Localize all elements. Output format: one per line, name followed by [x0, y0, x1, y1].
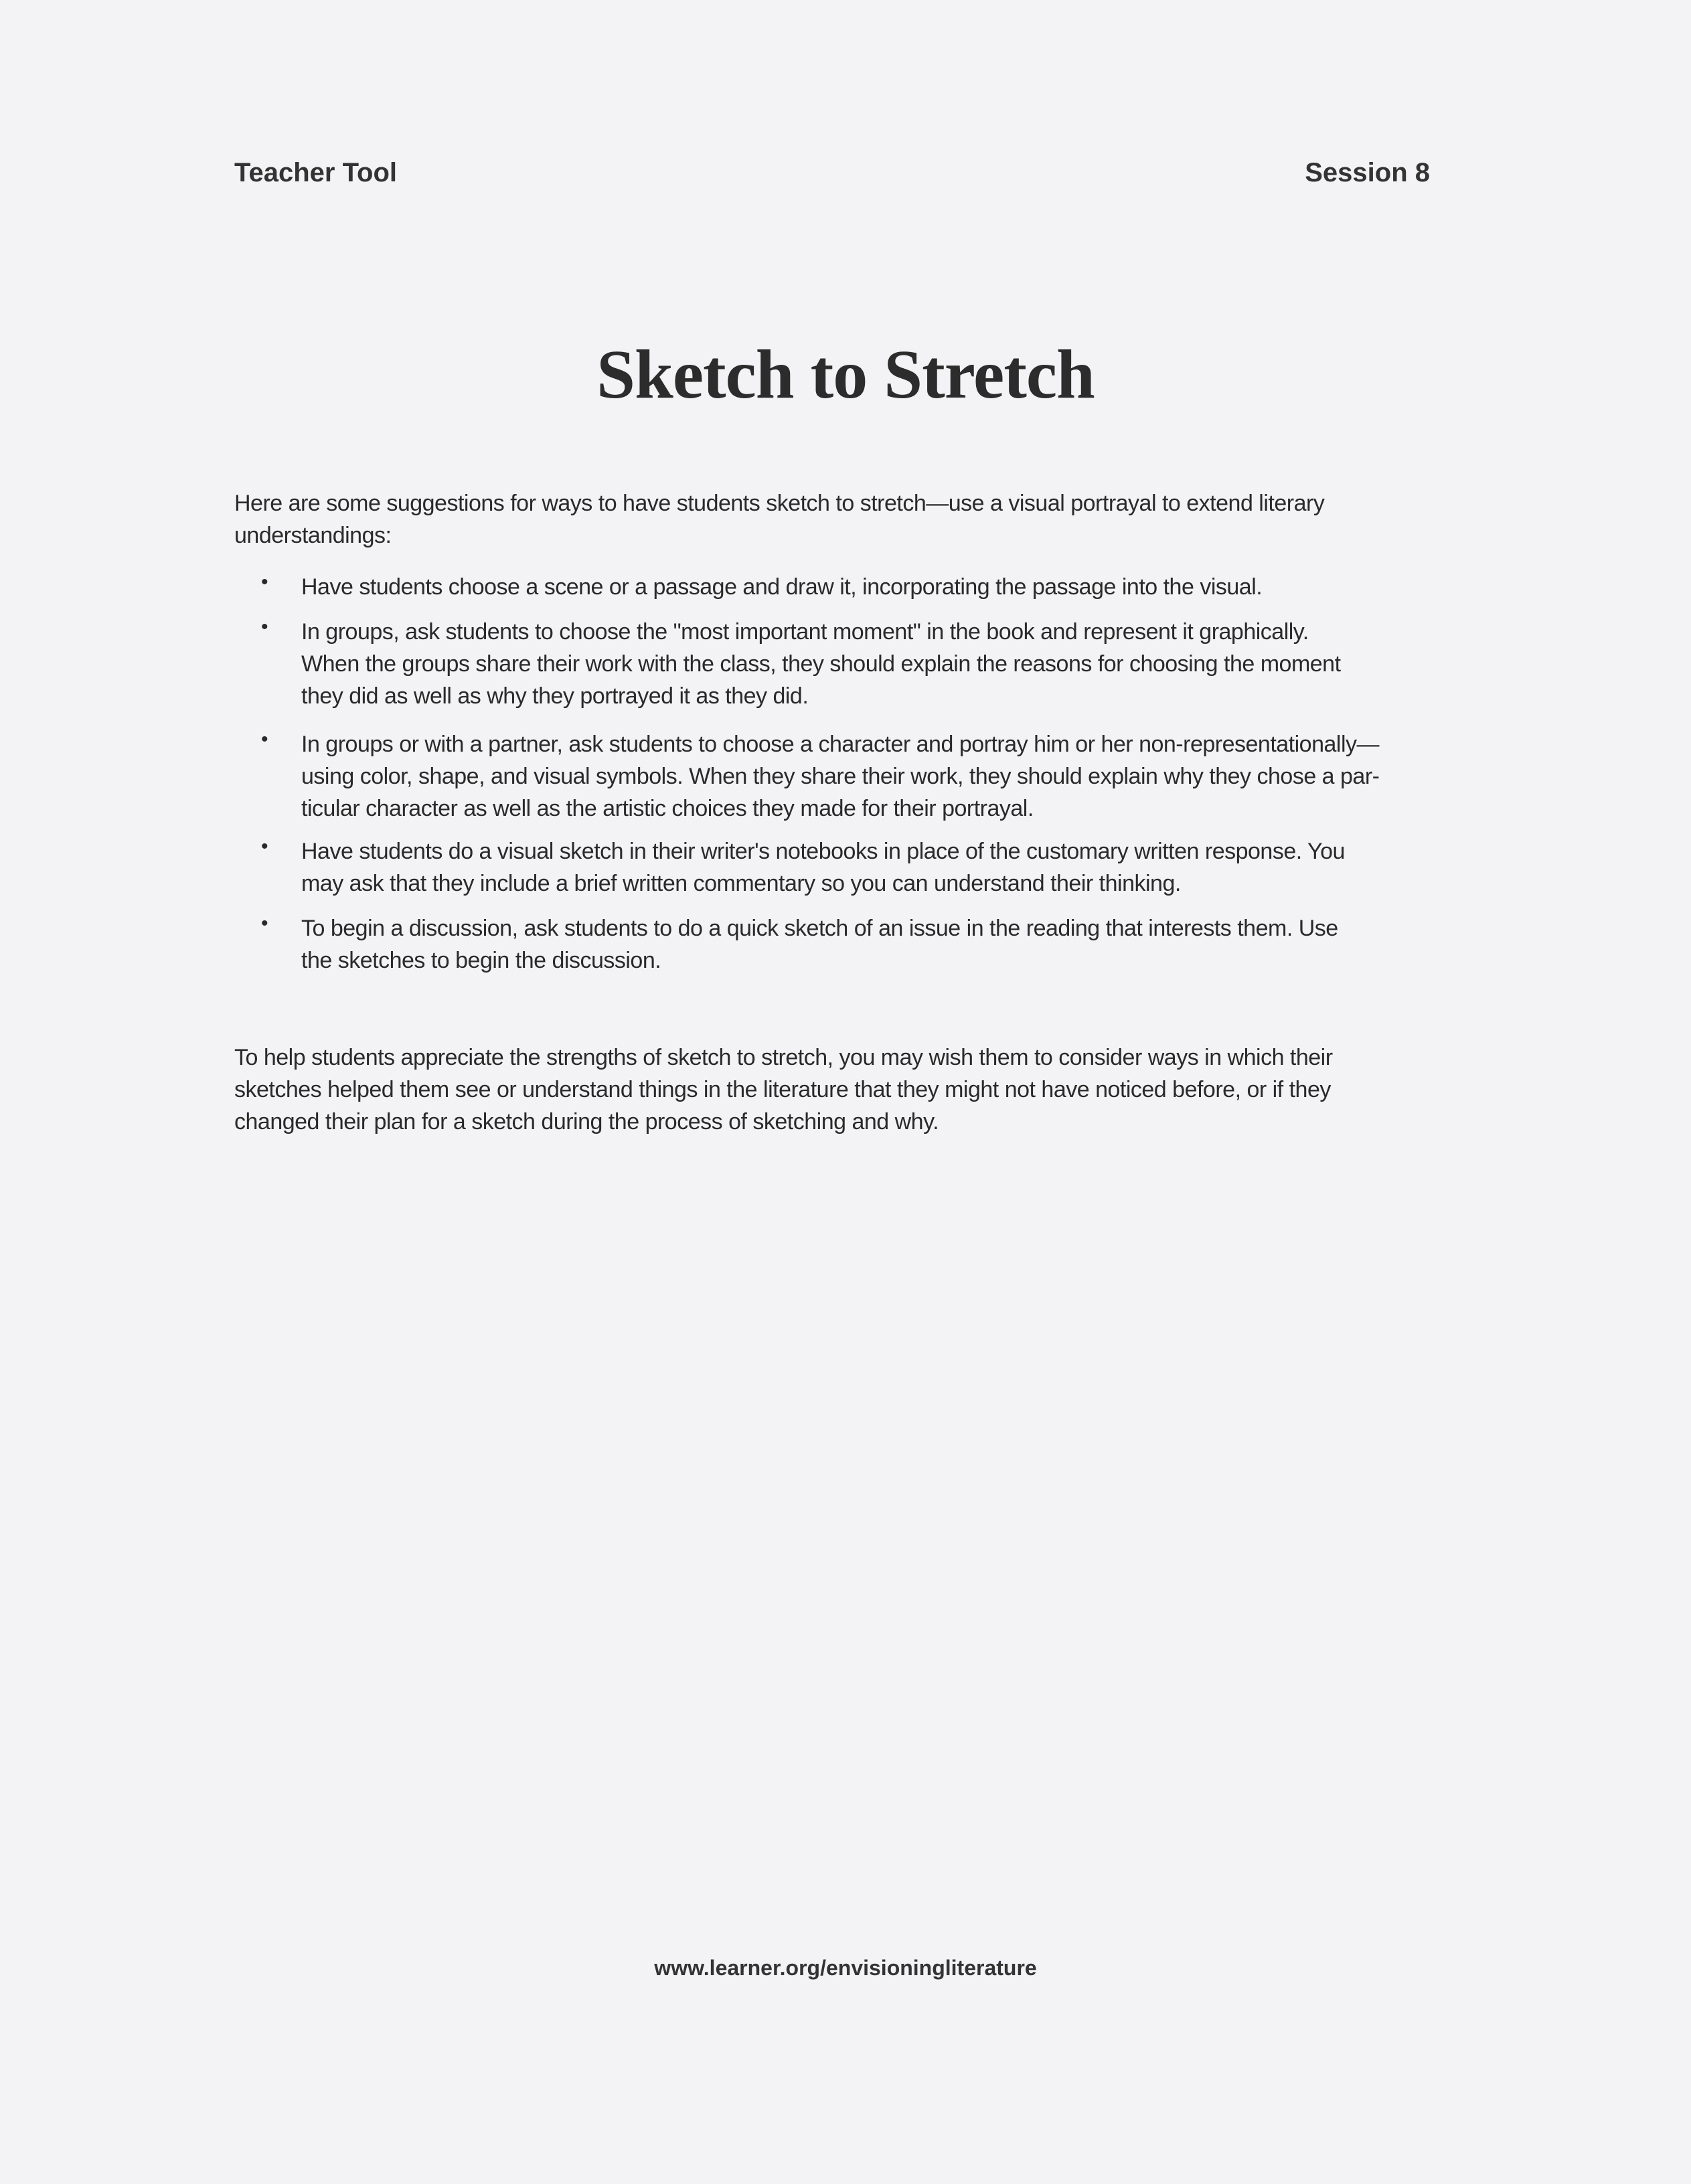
header-session-label: Session 8: [1305, 158, 1430, 187]
bullet-icon: •: [261, 835, 268, 857]
bullet-icon: •: [261, 912, 268, 934]
bullet-line: Have students do a visual sketch in their writer's notebooks in place of the customary written response. You: [301, 839, 1345, 864]
closing-line: To help students appreciate the strengths of sketch to stretch, you may wish them to consider ways in which their: [234, 1045, 1333, 1070]
closing-line: sketches helped them see or understand things in the literature that they might not have noticed before, or if they: [234, 1077, 1331, 1102]
closing-line: changed their plan for a sketch during the process of sketching and why.: [234, 1109, 939, 1135]
bullet-icon: •: [261, 728, 268, 750]
closing-paragraph: [234, 1041, 1333, 1138]
intro-line: understandings:: [234, 523, 392, 548]
bullet-line: When the groups share their work with the class, they should explain the reasons for choosing the moment: [301, 651, 1341, 677]
intro-line: Here are some suggestions for ways to have students sketch to stretch—use a visual portrayal to extend literary: [234, 491, 1325, 516]
bullet-line: In groups or with a partner, ask students to choose a character and portray him or her non-representationally—: [301, 732, 1380, 757]
footer-url: www.learner.org/envisioningliterature: [654, 1956, 1037, 1980]
bullet-line: may ask that they include a brief written commentary so you can understand their thinking.: [301, 871, 1181, 896]
bullet-line: using color, shape, and visual symbols. When they share their work, they should explain why they chose a par-: [301, 764, 1380, 789]
page-title: Sketch to Stretch: [596, 336, 1095, 413]
bullet-line: ticular character as well as the artistic choices they made for their portrayal.: [301, 796, 1034, 821]
bullet-icon: •: [261, 571, 268, 593]
bullet-line: To begin a discussion, ask students to do a quick sketch of an issue in the reading that interests them. Use: [301, 916, 1338, 941]
bullet-line: In groups, ask students to choose the "most important moment" in the book and represent it graphically.: [301, 619, 1309, 645]
header-left-label: Teacher Tool: [234, 158, 398, 187]
bullet-line: they did as well as why they portrayed it as they did.: [301, 683, 809, 709]
bullet-line: Have students choose a scene or a passage and draw it, incorporating the passage into the visual.: [301, 574, 1263, 600]
bullet-icon: •: [261, 616, 268, 638]
intro-paragraph: [234, 487, 1324, 552]
bullet-line: the sketches to begin the discussion.: [301, 948, 661, 973]
